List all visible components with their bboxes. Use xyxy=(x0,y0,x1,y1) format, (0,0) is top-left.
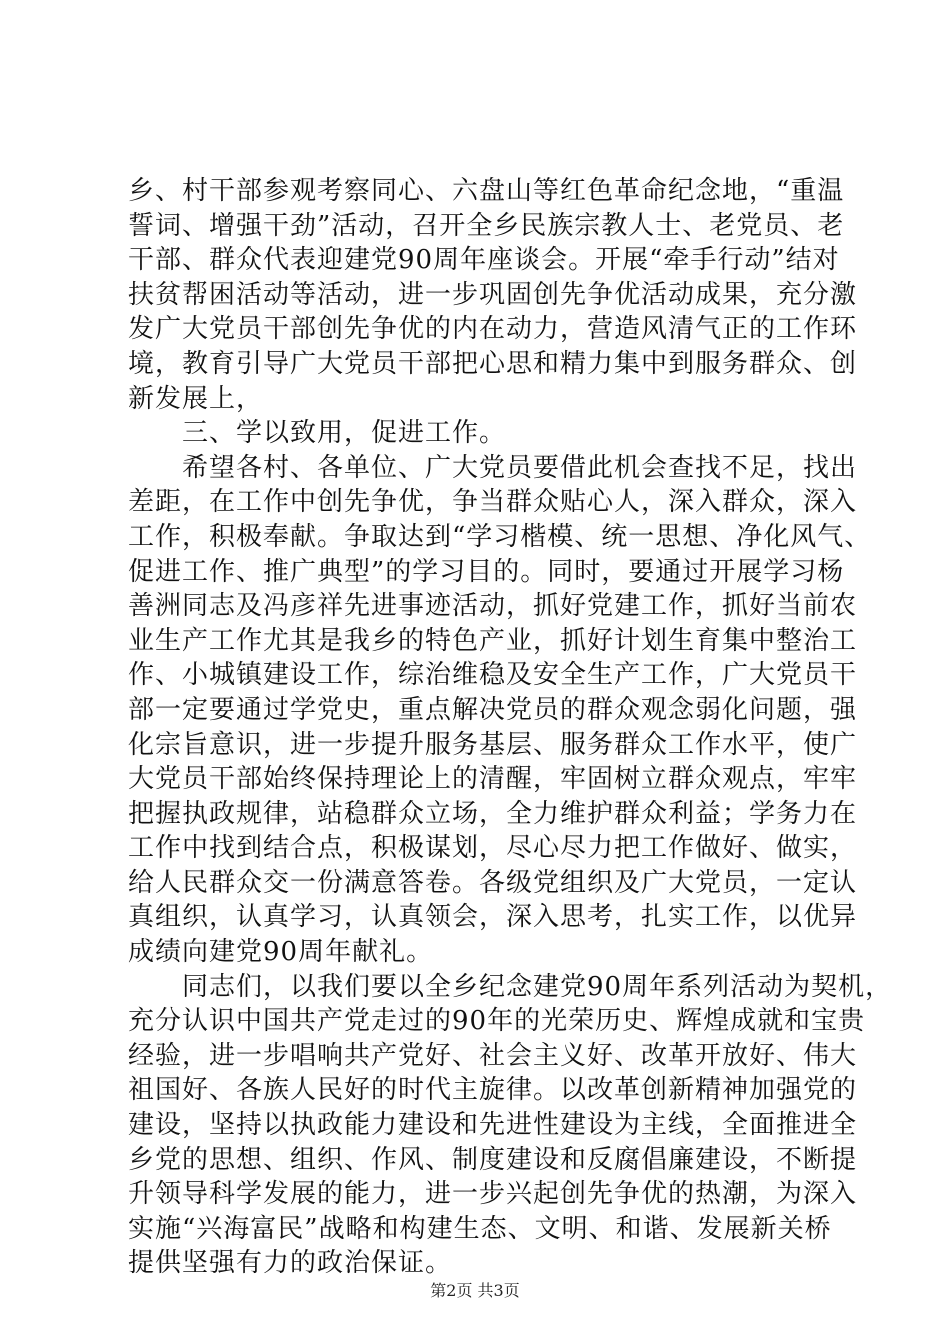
body-line: 祖国好、各族人民好的时代主旋律。以改革创新精神加强党的 xyxy=(128,1075,858,1106)
body-line: 部一定要通过学党史，重点解决党员的群众观念弱化问题，强 xyxy=(128,694,858,725)
body-line: 扶贫帮困活动等活动，进一步巩固创先争优活动成果，充分激 xyxy=(128,279,858,310)
body-line: 化宗旨意识，进一步提升服务基层、服务群众工作水平，使广 xyxy=(128,729,858,760)
body-line: 希望各村、各单位、广大党员要借此机会查找不足，找出 xyxy=(128,452,858,483)
body-line: 充分认识中国共产党走过的90年的光荣历史、辉煌成就和宝贵 xyxy=(128,1006,866,1037)
body-line: 同志们，以我们要以全乡纪念建党90周年系列活动为契机， xyxy=(128,971,893,1002)
body-line: 发广大党员干部创先争优的内在动力，营造风清气正的工作环 xyxy=(128,314,858,345)
page-number-label: 第2页 共3页 xyxy=(430,1281,520,1300)
body-line: 促进工作、推广典型”的学习目的。同时，要通过开展学习杨 xyxy=(128,556,845,587)
body-line: 建设，坚持以执政能力建设和先进性建设为主线，全面推进全 xyxy=(128,1110,858,1141)
body-line: 誓词、增强干劲”活动，召开全乡民族宗教人士、老党员、老 xyxy=(128,210,845,241)
section-heading: 三、学以致用，促进工作。 xyxy=(128,418,507,449)
body-line: 乡党的思想、组织、作风、制度建设和反腐倡廉建设，不断提 xyxy=(128,1144,858,1175)
body-line: 实施“兴海富民”战略和构建生态、文明、和谐、发展新关桥 xyxy=(128,1213,832,1244)
body-line: 经验，进一步唱响共产党好、社会主义好、改革开放好、伟大 xyxy=(128,1040,858,1071)
body-line: 作、小城镇建设工作，综治维稳及安全生产工作，广大党员干 xyxy=(128,660,858,691)
body-line: 提供坚强有力的政治保证。 xyxy=(128,1248,453,1279)
body-line: 真组织，认真学习，认真领会，深入思考，扎实工作，以优异 xyxy=(128,902,858,933)
body-line: 工作，积极奉献。争取达到“学习楷模、统一思想、净化风气、 xyxy=(128,521,872,552)
body-line: 给人民群众交一份满意答卷。各级党组织及广大党员，一定认 xyxy=(128,867,858,898)
body-line: 干部、群众代表迎建党90周年座谈会。开展“牵手行动”结对 xyxy=(128,245,840,276)
body-line: 新发展上， xyxy=(128,383,264,414)
body-line: 工作中找到结合点，积极谋划，尽心尽力把工作做好、做实， xyxy=(128,833,858,864)
body-line: 业生产工作尤其是我乡的特色产业，抓好计划生育集中整治工 xyxy=(128,625,858,656)
body-line: 善洲同志及冯彦祥先进事迹活动，抓好党建工作，抓好当前农 xyxy=(128,591,858,622)
body-line: 成绩向建党90周年献礼。 xyxy=(128,937,434,968)
body-line: 差距，在工作中创先争优，争当群众贴心人，深入群众，深入 xyxy=(128,487,858,518)
body-line: 大党员干部始终保持理论上的清醒，牢固树立群众观点，牢牢 xyxy=(128,764,858,795)
body-line: 乡、村干部参观考察同心、六盘山等红色革命纪念地，“重温 xyxy=(128,176,845,206)
body-line: 把握执政规律，站稳群众立场，全力维护群众利益；学务力在 xyxy=(128,798,858,829)
page-footer xyxy=(0,1278,950,1301)
body-line: 升领导科学发展的能力，进一步兴起创先争优的热潮，为深入 xyxy=(128,1179,858,1210)
document-body xyxy=(128,174,893,1281)
body-line: 境，教育引导广大党员干部把心思和精力集中到服务群众、创 xyxy=(128,348,858,379)
